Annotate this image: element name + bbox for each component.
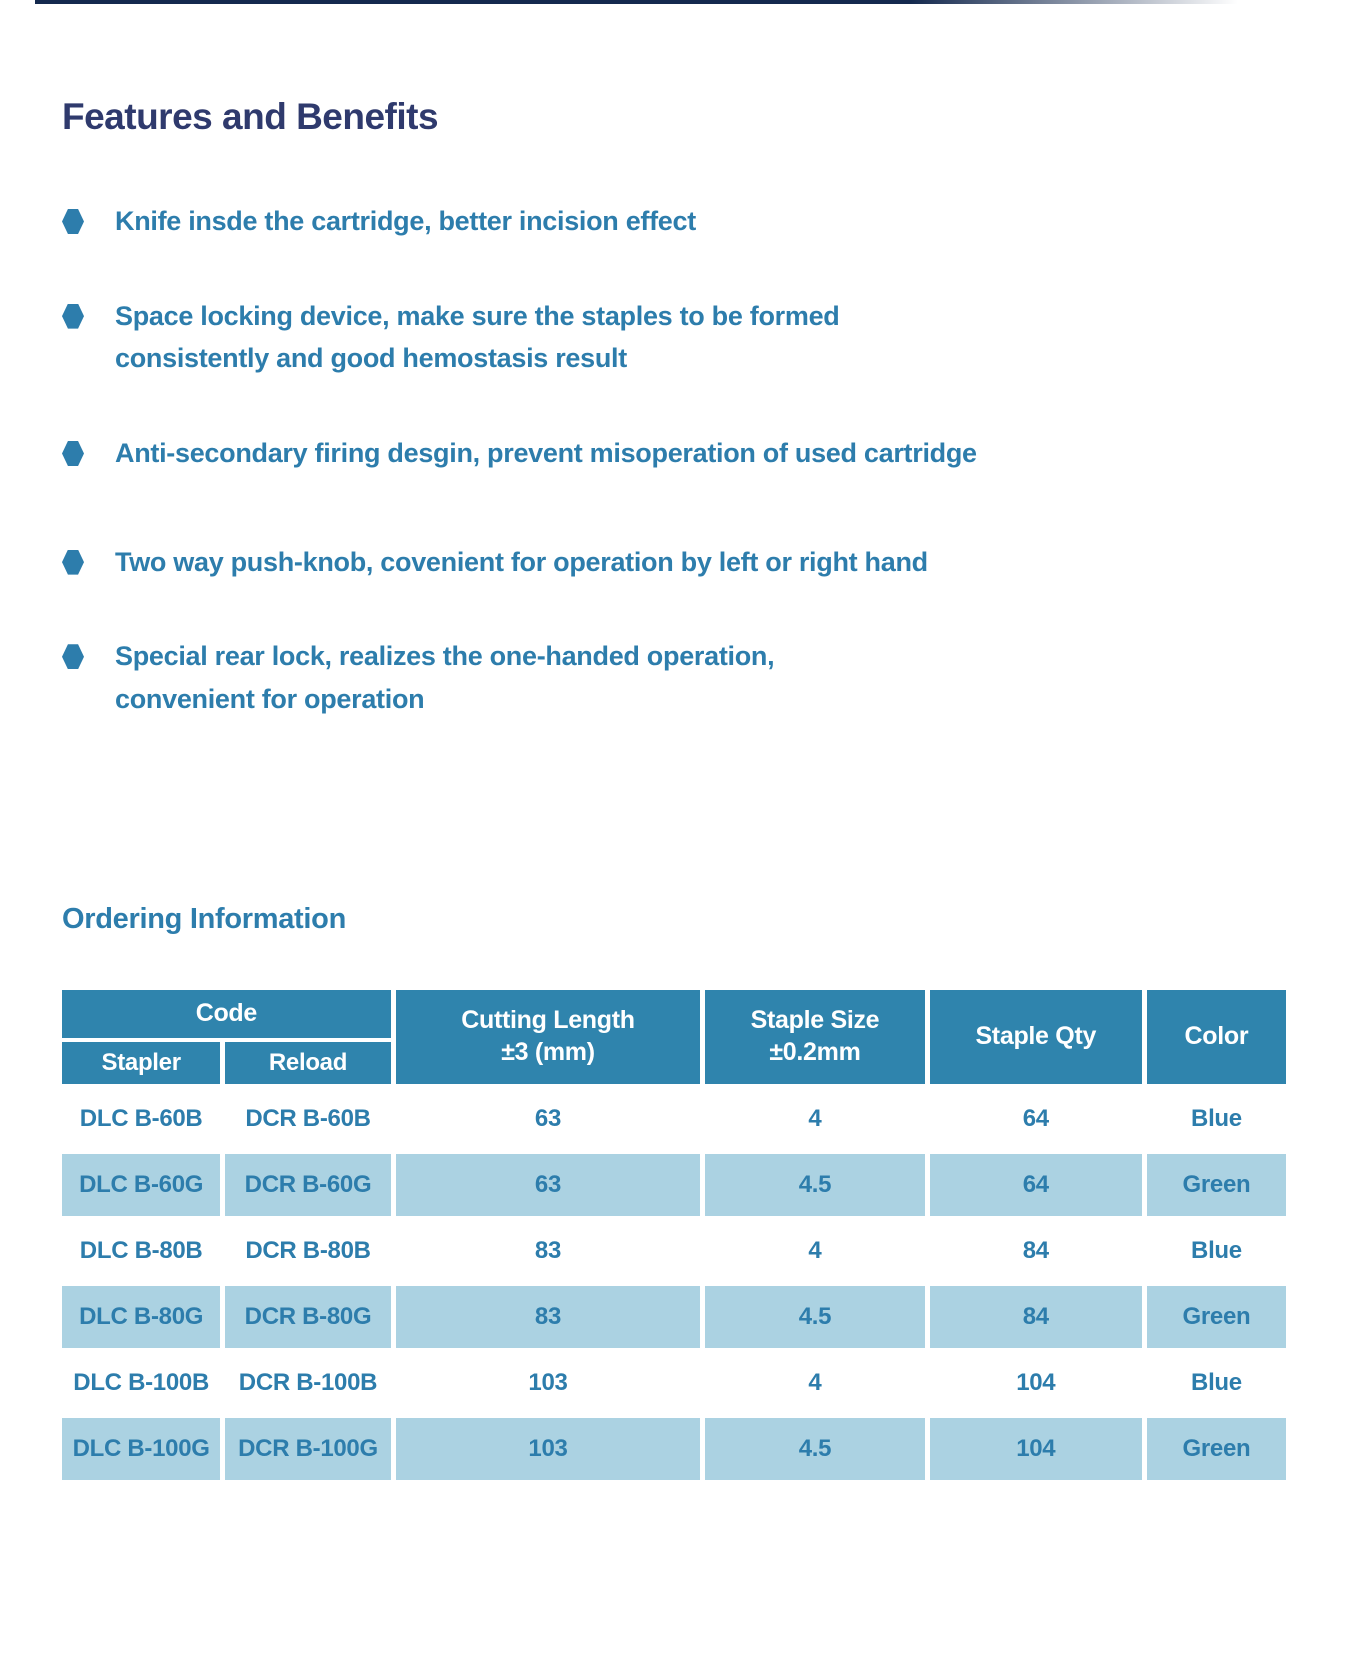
cell-staple-qty: 104: [1016, 1368, 1056, 1396]
feature-item: [62, 432, 1212, 475]
table-row: [62, 1418, 1286, 1480]
header-staple-size-line1: Staple Size: [750, 1006, 880, 1035]
feature-text: Knife insde the cartridge, better incision effect: [115, 206, 696, 236]
cell-color: Green: [1147, 1418, 1286, 1480]
cell-stapler: DLC B-100B: [73, 1368, 209, 1396]
header-staple-size: [705, 990, 924, 1084]
cell-staple-size: 4: [808, 1104, 822, 1132]
cell-cutting-length: 103: [528, 1368, 568, 1396]
cell-cutting-length: 83: [396, 1286, 701, 1348]
cell-staple-size: 4: [808, 1368, 822, 1396]
cell-staple-size: 4.5: [705, 1286, 924, 1348]
page-content: [0, 96, 1358, 1484]
cell-stapler: DLC B-60G: [62, 1154, 220, 1216]
header-reload: Reload: [225, 1042, 390, 1084]
header-staple-size-line2: ±0.2mm: [769, 1037, 861, 1066]
cell-stapler: DLC B-100G: [62, 1418, 220, 1480]
header-color: Color: [1147, 990, 1286, 1084]
cell-staple-qty: 84: [1022, 1236, 1049, 1264]
hexagon-bullet-icon: [62, 304, 84, 329]
cell-staple-qty: 84: [930, 1286, 1142, 1348]
hexagon-bullet-icon: [62, 550, 84, 575]
header-cutting-length-line2: ±3 (mm): [501, 1037, 595, 1066]
cell-color: Blue: [1191, 1104, 1242, 1132]
hexagon-bullet-icon: [62, 644, 84, 669]
header-code: Code: [62, 990, 391, 1038]
table-row: [62, 1286, 1286, 1348]
feature-item: [62, 295, 1212, 380]
header-staple-qty: Staple Qty: [930, 990, 1142, 1084]
cell-cutting-length: 103: [396, 1418, 701, 1480]
cell-color: Green: [1147, 1286, 1286, 1348]
cell-reload: DCR B-80G: [225, 1286, 390, 1348]
table-row: [62, 1154, 1286, 1216]
cell-staple-qty: 64: [930, 1154, 1142, 1216]
feature-text: convenient for operation: [115, 683, 425, 714]
top-rule-divider: [35, 0, 1250, 4]
ordering-table: [57, 986, 1291, 1484]
cell-color: Blue: [1191, 1236, 1242, 1264]
feature-item: [62, 635, 1212, 720]
cell-staple-size: 4.5: [705, 1154, 924, 1216]
ordering-title: Ordering Information: [62, 902, 347, 935]
header-cutting-length: [396, 990, 701, 1084]
cell-staple-qty: 104: [930, 1418, 1142, 1480]
cell-cutting-length: 63: [396, 1154, 701, 1216]
hexagon-bullet-icon: [62, 441, 84, 466]
feature-text: Special rear lock, realizes the one-handed operation,: [115, 641, 775, 672]
header-stapler: Stapler: [62, 1042, 220, 1084]
cell-reload: DCR B-60G: [225, 1154, 390, 1216]
feature-item: [62, 200, 1212, 243]
table-row: [62, 1220, 1286, 1282]
cell-staple-qty: 64: [1022, 1104, 1049, 1132]
cell-color: Green: [1147, 1154, 1286, 1216]
feature-text: Anti-secondary firing desgin, prevent misoperation of used cartridge: [115, 437, 977, 468]
header-cutting-length-line1: Cutting Length: [461, 1006, 635, 1035]
feature-text: consistently and good hemostasis result: [115, 343, 627, 374]
cell-reload: DCR B-100G: [225, 1418, 390, 1480]
table-row: [62, 1088, 1286, 1150]
cell-stapler: DLC B-80G: [62, 1286, 220, 1348]
cell-reload: DCR B-100B: [238, 1368, 378, 1396]
cell-cutting-length: 63: [534, 1104, 562, 1132]
feature-item: [62, 541, 1212, 584]
cell-stapler: DLC B-80B: [79, 1236, 203, 1264]
cell-stapler: DLC B-60B: [79, 1104, 203, 1132]
cell-staple-size: 4: [808, 1236, 822, 1264]
feature-text: Two way push-knob, covenient for operation by left or right hand: [115, 546, 928, 577]
features-title: Features and Benefits: [62, 96, 439, 137]
cell-reload: DCR B-80B: [245, 1236, 371, 1264]
cell-staple-size: 4.5: [705, 1418, 924, 1480]
cell-color: Blue: [1191, 1368, 1242, 1396]
table-row: [62, 1352, 1286, 1414]
hexagon-bullet-icon: [62, 209, 84, 234]
features-list: [62, 200, 1296, 721]
cell-cutting-length: 83: [534, 1236, 562, 1264]
table-header-row-top: [62, 990, 1286, 1038]
cell-reload: DCR B-60B: [245, 1104, 371, 1132]
feature-text: Space locking device, make sure the staples to be formed: [115, 300, 840, 331]
